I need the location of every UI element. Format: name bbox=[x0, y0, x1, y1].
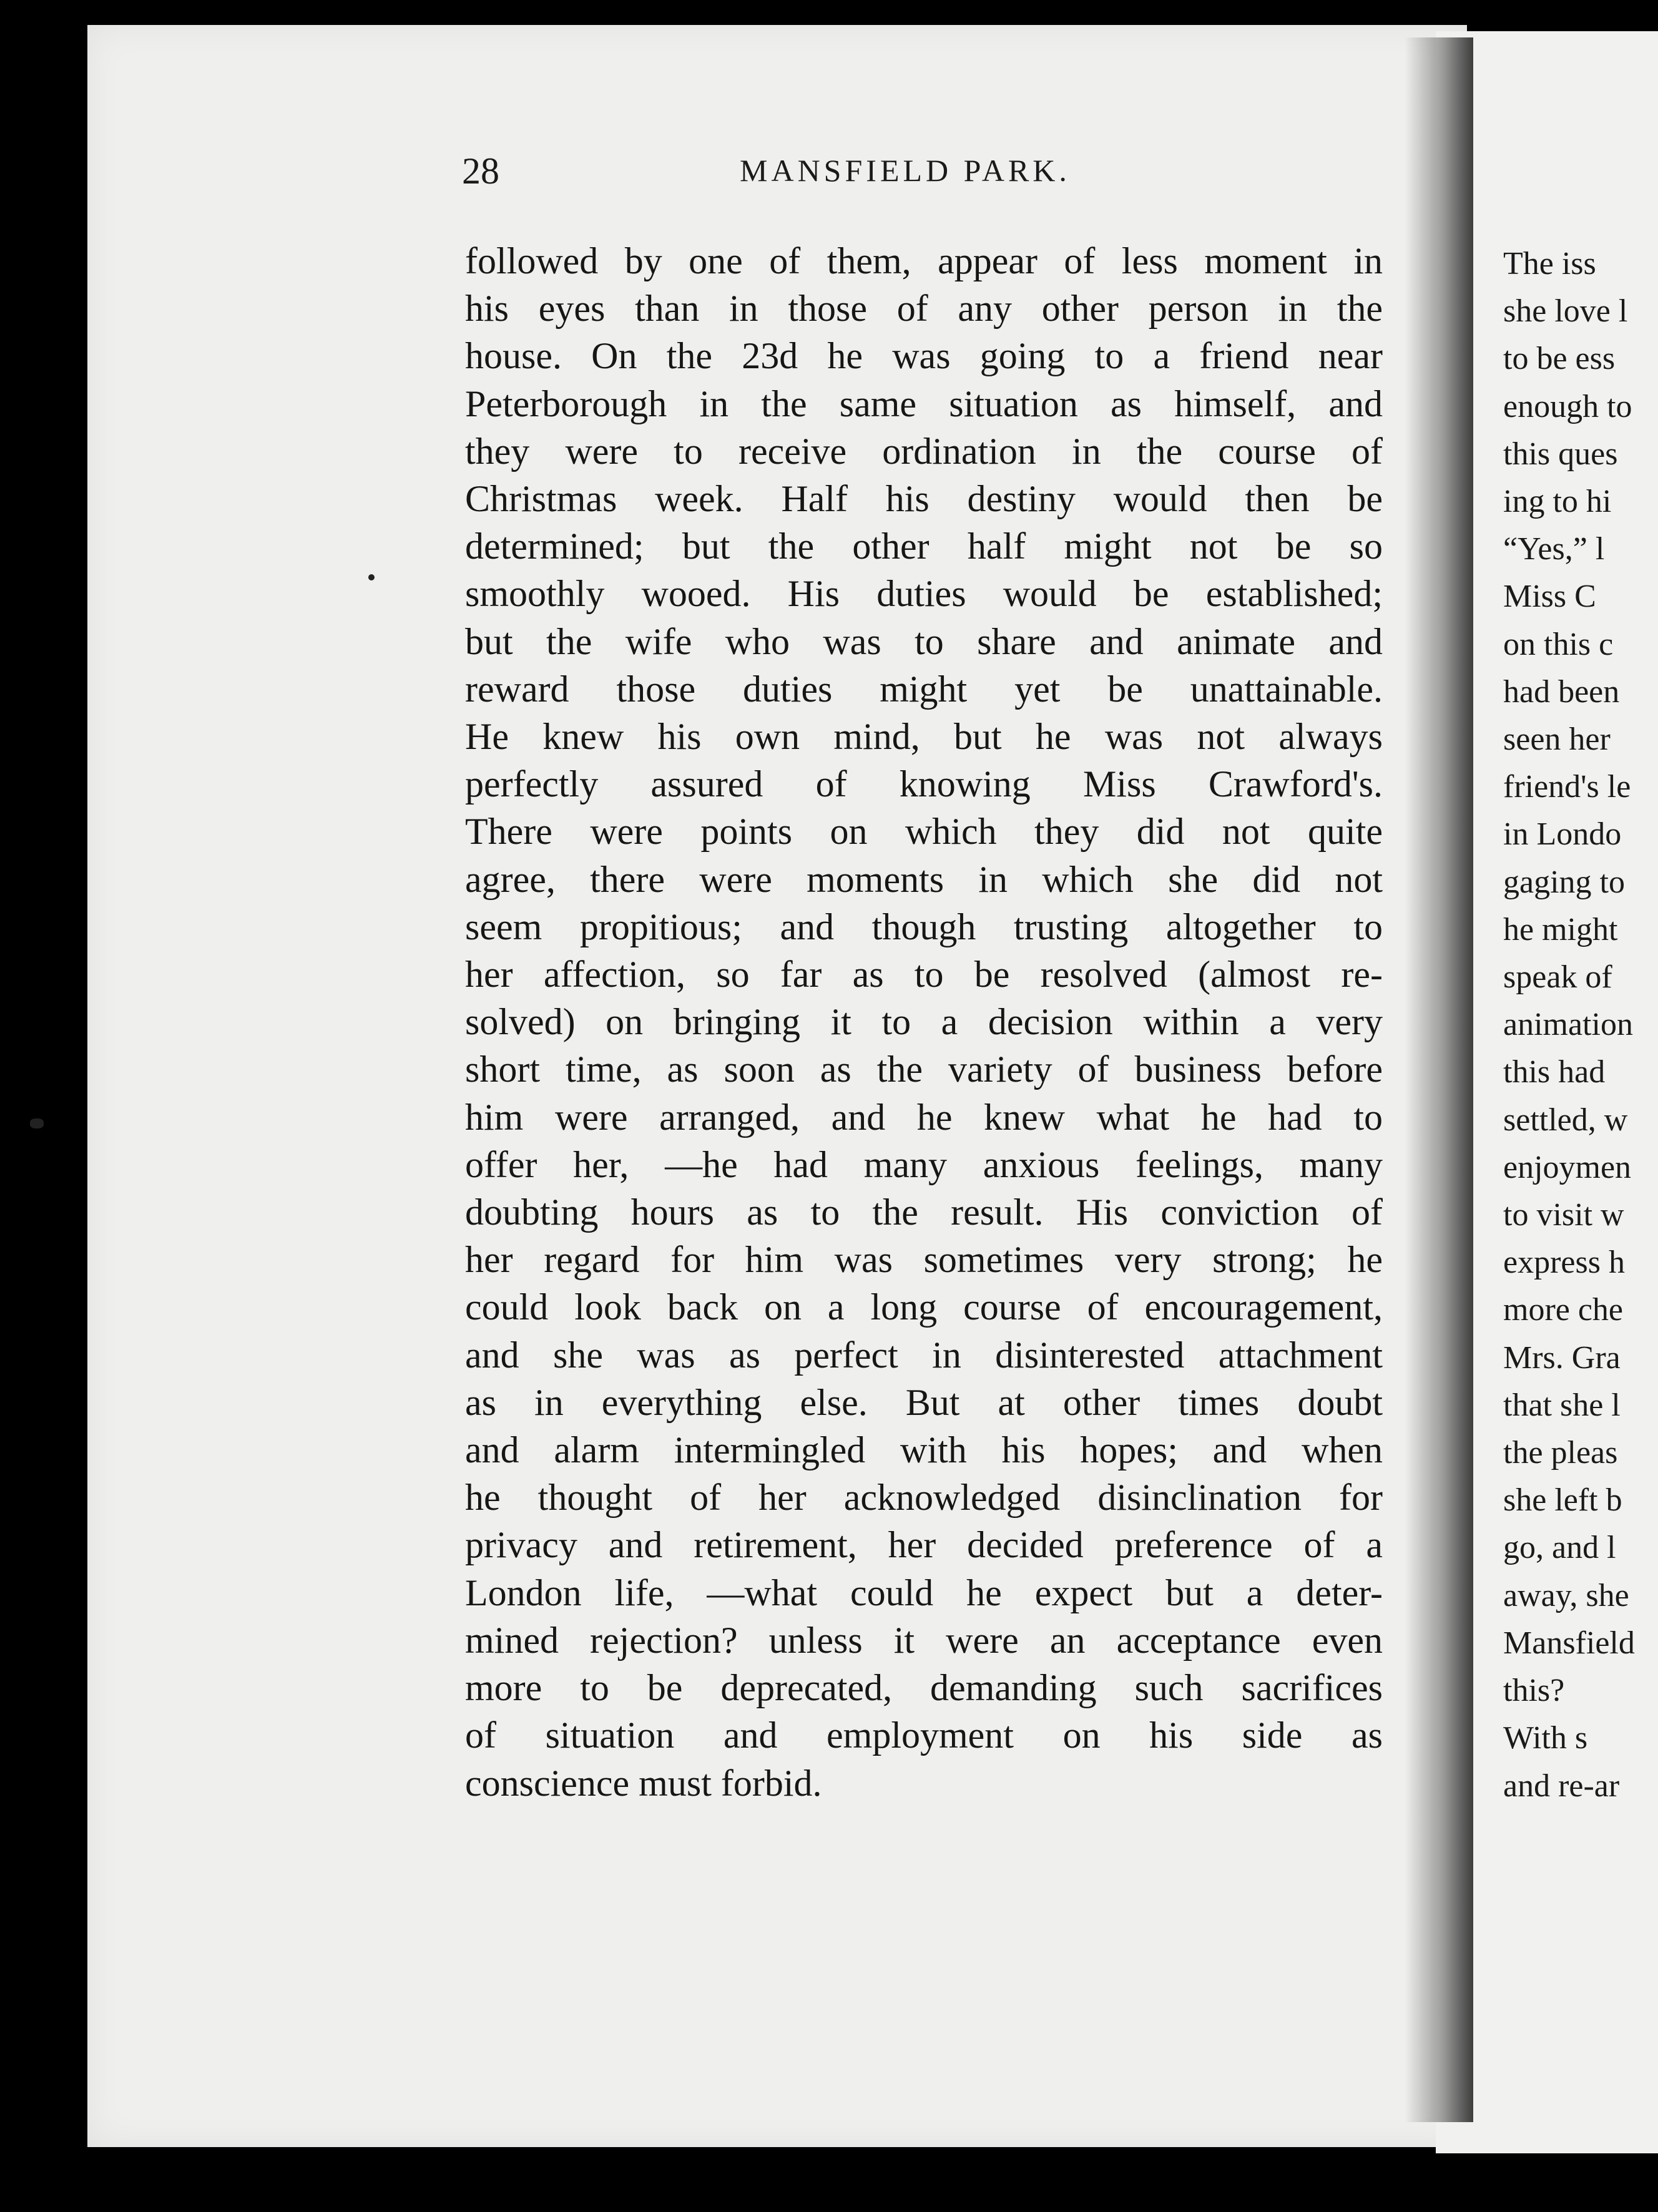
text-line: solved) on bringing it to a decision within a very bbox=[465, 1001, 1383, 1043]
text-line: as in everything else. But at other times doubt bbox=[465, 1381, 1383, 1423]
text-line: privacy and retirement, her decided preference of a bbox=[465, 1524, 1383, 1566]
facing-text-line: friend's le bbox=[1503, 769, 1631, 805]
facing-text-line: Mansfield bbox=[1503, 1625, 1635, 1661]
text-line: Peterborough in the same situation as himself, and bbox=[465, 383, 1383, 424]
facing-text-line: Miss C bbox=[1503, 579, 1596, 615]
text-line: house. On the 23d he was going to a friend near bbox=[465, 335, 1383, 377]
facing-text-line: had been bbox=[1503, 673, 1620, 710]
facing-text-line: enough to bbox=[1503, 388, 1632, 424]
text-line: London life, —what could he expect but a deter- bbox=[465, 1572, 1383, 1613]
text-line: There were points on which they did not quite bbox=[465, 811, 1383, 853]
text-line: short time, as soon as the variety of business before bbox=[465, 1049, 1383, 1090]
text-line: her affection, so far as to be resolved (almost re- bbox=[465, 954, 1383, 996]
facing-text-line: ing to hi bbox=[1503, 484, 1612, 520]
text-line: him were arranged, and he knew what he had to bbox=[465, 1096, 1383, 1138]
text-line: reward those duties might yet be unattainable. bbox=[465, 668, 1383, 710]
facing-text-line: this ques bbox=[1503, 436, 1618, 472]
facing-text-line: this? bbox=[1503, 1673, 1565, 1709]
text-line: seem propitious; and though trusting altogether to bbox=[465, 906, 1383, 947]
text-line: agree, there were moments in which she did not bbox=[465, 858, 1383, 900]
facing-text-line: animation bbox=[1503, 1007, 1633, 1043]
text-line: her regard for him was sometimes very strong; he bbox=[465, 1239, 1383, 1281]
facing-text-line: With s bbox=[1503, 1720, 1588, 1756]
text-line: mined rejection? unless it were an acceptance even bbox=[465, 1619, 1383, 1661]
body-text bbox=[465, 237, 1383, 1807]
text-line: perfectly assured of knowing Miss Crawford's. bbox=[465, 763, 1383, 805]
facing-text-line: gaging to bbox=[1503, 864, 1625, 900]
facing-text-line: speak of bbox=[1503, 959, 1612, 996]
text-line: but the wife who was to share and animate and bbox=[465, 620, 1383, 662]
text-line: He knew his own mind, but he was not always bbox=[465, 716, 1383, 758]
facing-text-line: seen her bbox=[1503, 722, 1611, 758]
scan-speck bbox=[368, 574, 375, 580]
facing-text-line: and re-ar bbox=[1503, 1768, 1620, 1804]
text-line: offer her, —he had many anxious feelings, many bbox=[465, 1143, 1383, 1185]
facing-text-line: she love l bbox=[1503, 293, 1628, 330]
facing-text-line: that she l bbox=[1503, 1387, 1621, 1423]
text-line: of situation and employment on his side as bbox=[465, 1715, 1383, 1756]
text-line: could look back on a long course of encouragement, bbox=[465, 1286, 1383, 1328]
facing-text-line: the pleas bbox=[1503, 1435, 1618, 1471]
facing-text-line: he might bbox=[1503, 911, 1618, 947]
text-line: his eyes than in those of any other person in the bbox=[465, 288, 1383, 330]
text-line: determined; but the other half might not be so bbox=[465, 526, 1383, 567]
facing-text-line: this had bbox=[1503, 1054, 1606, 1090]
scan-speck bbox=[30, 1118, 44, 1128]
gutter-shadow bbox=[1405, 37, 1473, 2122]
facing-text-line: settled, w bbox=[1503, 1102, 1628, 1138]
facing-text-line: “Yes,” l bbox=[1503, 531, 1605, 567]
text-line: and she was as perfect in disinterested attachment bbox=[465, 1334, 1383, 1376]
text-line: doubting hours as to the result. His conviction of bbox=[465, 1192, 1383, 1233]
text-line: smoothly wooed. His duties would be established; bbox=[465, 573, 1383, 615]
text-line: he thought of her acknowledged disinclination for bbox=[465, 1477, 1383, 1519]
facing-page-text bbox=[1503, 240, 1658, 1810]
facing-text-line: enjoymen bbox=[1503, 1149, 1632, 1185]
facing-text-line: go, and l bbox=[1503, 1530, 1616, 1566]
text-line: they were to receive ordination in the course of bbox=[465, 430, 1383, 472]
text-line: Christmas week. Half his destiny would then be bbox=[465, 478, 1383, 520]
running-title: MANSFIELD PARK. bbox=[740, 153, 1071, 188]
page-number: 28 bbox=[462, 150, 499, 192]
page-header bbox=[462, 150, 1398, 200]
text-line: and alarm intermingled with his hopes; and when bbox=[465, 1429, 1383, 1471]
facing-text-line: The iss bbox=[1503, 246, 1596, 281]
facing-text-line: to be ess bbox=[1503, 341, 1616, 377]
facing-text-line: in Londo bbox=[1503, 816, 1622, 853]
facing-text-line: Mrs. Gra bbox=[1503, 1339, 1621, 1376]
facing-text-line: on this c bbox=[1503, 626, 1614, 662]
text-line: conscience must forbid. bbox=[465, 1762, 822, 1804]
facing-text-line: express h bbox=[1503, 1245, 1625, 1281]
text-line: more to be deprecated, demanding such sacrifices bbox=[465, 1667, 1383, 1709]
facing-text-line: she left b bbox=[1503, 1482, 1622, 1519]
facing-text-line: away, she bbox=[1503, 1577, 1629, 1613]
facing-text-line: more che bbox=[1503, 1292, 1624, 1328]
facing-text-line: to visit w bbox=[1503, 1197, 1624, 1233]
text-line: followed by one of them, appear of less moment in bbox=[465, 240, 1383, 281]
